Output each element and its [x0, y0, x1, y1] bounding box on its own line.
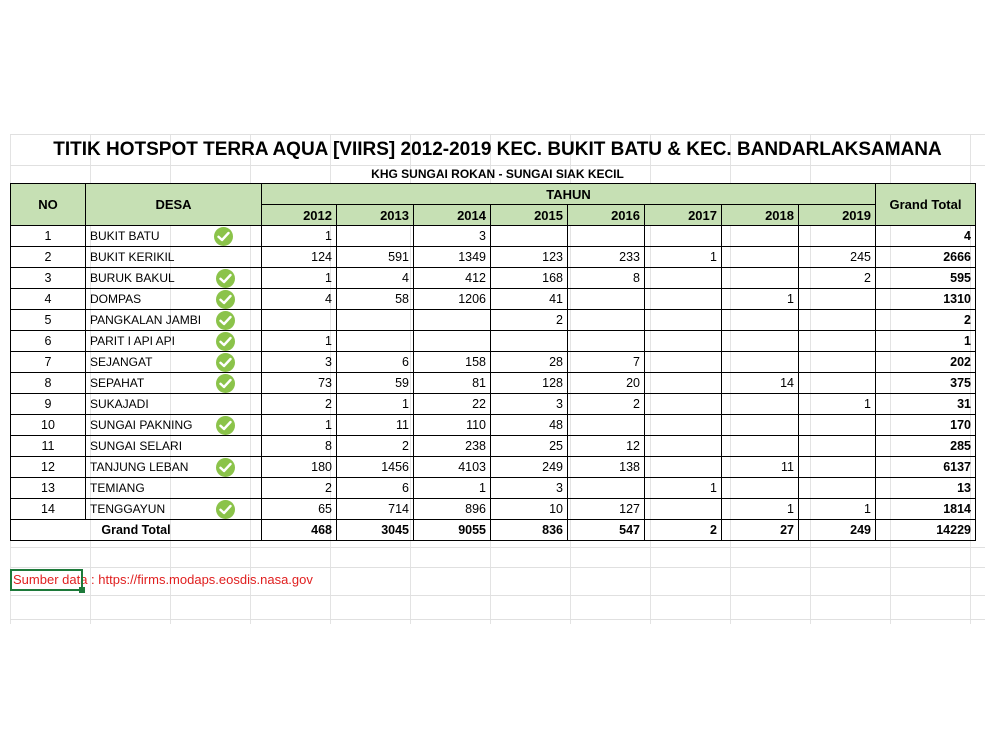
cell-year-2018[interactable]: [722, 247, 799, 268]
cell-year-2015[interactable]: 25: [491, 436, 568, 457]
cell-grand-total[interactable]: 202: [876, 352, 976, 373]
cell-year-2015[interactable]: 128: [491, 373, 568, 394]
cell-year-2014[interactable]: 81: [414, 373, 491, 394]
cell-desa[interactable]: [86, 436, 262, 457]
table-row: [11, 289, 976, 310]
table-row: [11, 373, 976, 394]
cell-no[interactable]: 11: [11, 436, 86, 457]
cell-desa[interactable]: [86, 268, 262, 289]
grand-total-row: [11, 520, 976, 541]
cell-year-2016[interactable]: [568, 331, 645, 352]
cell-year-2017[interactable]: [645, 457, 722, 478]
cell-year-2013[interactable]: 2: [337, 436, 414, 457]
cell-year-2012[interactable]: 2: [262, 394, 337, 415]
cell-no[interactable]: 4: [11, 289, 86, 310]
cell-year-2012[interactable]: 180: [262, 457, 337, 478]
cell-year-2012[interactable]: 1: [262, 415, 337, 436]
cell-year-2015[interactable]: 249: [491, 457, 568, 478]
cell-year-2015[interactable]: 10: [491, 499, 568, 520]
header-grand-total[interactable]: Grand Total: [876, 184, 976, 226]
table-row: [11, 268, 976, 289]
cell-desa[interactable]: [86, 415, 262, 436]
cell-year-2014[interactable]: 110: [414, 415, 491, 436]
cell-year-2015[interactable]: 123: [491, 247, 568, 268]
cell-year-2018[interactable]: [722, 394, 799, 415]
table-row: [11, 247, 976, 268]
cell-grand-total[interactable]: 31: [876, 394, 976, 415]
cell-year-2014[interactable]: 4103: [414, 457, 491, 478]
cell-desa[interactable]: [86, 478, 262, 499]
cell-desa[interactable]: [86, 247, 262, 268]
cell-year-2019[interactable]: [799, 226, 876, 247]
cell-year-2014[interactable]: 1: [414, 478, 491, 499]
cell-year-2019[interactable]: [799, 457, 876, 478]
cell-no[interactable]: 6: [11, 331, 86, 352]
cell-year-2012[interactable]: 1: [262, 226, 337, 247]
cell-year-2018[interactable]: 1: [722, 289, 799, 310]
cell-grand-total[interactable]: 4: [876, 226, 976, 247]
cell-year-2013[interactable]: 1456: [337, 457, 414, 478]
desa-label: TEMIANG: [90, 481, 145, 495]
header-no[interactable]: NO: [11, 184, 86, 226]
source-text[interactable]: Sumber data : https://firms.modaps.eosdis.nasa.gov: [13, 572, 313, 587]
cell-desa[interactable]: [86, 352, 262, 373]
header-year-2013[interactable]: 2013: [337, 205, 414, 226]
cell-year-2012[interactable]: 1: [262, 268, 337, 289]
cell-grand-total[interactable]: 285: [876, 436, 976, 457]
cell-desa[interactable]: [86, 373, 262, 394]
cell-year-2014[interactable]: 158: [414, 352, 491, 373]
hotspot-table: [10, 183, 976, 541]
cell-year-2018[interactable]: [722, 331, 799, 352]
cell-year-2014[interactable]: 1349: [414, 247, 491, 268]
cell-year-2019[interactable]: [799, 436, 876, 457]
total-year-2019[interactable]: 249: [799, 520, 876, 541]
check-icon: [214, 227, 233, 246]
sheet-title[interactable]: TITIK HOTSPOT TERRA AQUA [VIIRS] 2012-2019 KEC. BUKIT BATU & KEC. BANDARLAKSAMANA: [53, 139, 942, 160]
cell-year-2015[interactable]: 2: [491, 310, 568, 331]
cell-year-2019[interactable]: 2: [799, 268, 876, 289]
cell-grand-total[interactable]: 1814: [876, 499, 976, 520]
desa-label: SUKAJADI: [90, 397, 149, 411]
desa-label: TANJUNG LEBAN: [90, 460, 189, 474]
cell-year-2015[interactable]: 3: [491, 478, 568, 499]
desa-label: SEJANGAT: [90, 355, 153, 369]
cell-year-2015[interactable]: 41: [491, 289, 568, 310]
cell-grand-total[interactable]: 2666: [876, 247, 976, 268]
cell-no[interactable]: 12: [11, 457, 86, 478]
cell-year-2017[interactable]: [645, 352, 722, 373]
cell-year-2017[interactable]: 1: [645, 478, 722, 499]
cell-desa[interactable]: [86, 331, 262, 352]
cell-year-2016[interactable]: 20: [568, 373, 645, 394]
table-row: [11, 499, 976, 520]
cell-desa[interactable]: [86, 226, 262, 247]
cell-desa[interactable]: [86, 310, 262, 331]
header-year-2015[interactable]: 2015: [491, 205, 568, 226]
cell-year-2012[interactable]: 124: [262, 247, 337, 268]
cell-year-2017[interactable]: [645, 499, 722, 520]
cell-year-2017[interactable]: [645, 331, 722, 352]
cell-year-2018[interactable]: [722, 226, 799, 247]
cell-year-2016[interactable]: 7: [568, 352, 645, 373]
cell-year-2018[interactable]: [722, 268, 799, 289]
check-icon: [216, 332, 235, 351]
cell-year-2013[interactable]: 6: [337, 352, 414, 373]
cell-year-2012[interactable]: [262, 310, 337, 331]
cell-no[interactable]: 13: [11, 478, 86, 499]
cell-year-2014[interactable]: 412: [414, 268, 491, 289]
cell-grand-total[interactable]: 1: [876, 331, 976, 352]
check-icon: [216, 500, 235, 519]
grand-total-label[interactable]: Grand Total: [11, 520, 262, 541]
cell-year-2019[interactable]: [799, 373, 876, 394]
desa-label: BURUK BAKUL: [90, 271, 175, 285]
cell-year-2014[interactable]: [414, 331, 491, 352]
cell-grand-total[interactable]: 170: [876, 415, 976, 436]
cell-year-2013[interactable]: 58: [337, 289, 414, 310]
cell-year-2013[interactable]: [337, 310, 414, 331]
cell-year-2019[interactable]: [799, 415, 876, 436]
cell-year-2012[interactable]: 65: [262, 499, 337, 520]
header-year-2016[interactable]: 2016: [568, 205, 645, 226]
desa-label: PANGKALAN JAMBI: [90, 313, 202, 327]
table-body: [11, 226, 976, 541]
table-row: [11, 226, 976, 247]
sheet-subtitle[interactable]: KHG SUNGAI ROKAN - SUNGAI SIAK KECIL: [371, 167, 624, 181]
cell-year-2012[interactable]: 3: [262, 352, 337, 373]
header-year-2018[interactable]: 2018: [722, 205, 799, 226]
cell-year-2018[interactable]: [722, 436, 799, 457]
cell-year-2014[interactable]: 1206: [414, 289, 491, 310]
cell-year-2015[interactable]: 3: [491, 394, 568, 415]
cell-year-2012[interactable]: 8: [262, 436, 337, 457]
cell-year-2017[interactable]: [645, 268, 722, 289]
cell-year-2019[interactable]: [799, 478, 876, 499]
cell-desa[interactable]: [86, 289, 262, 310]
check-icon: [216, 290, 235, 309]
cell-year-2012[interactable]: 4: [262, 289, 337, 310]
cell-grand-total[interactable]: 595: [876, 268, 976, 289]
cell-year-2015[interactable]: [491, 331, 568, 352]
cell-year-2014[interactable]: 22: [414, 394, 491, 415]
cell-year-2014[interactable]: 3: [414, 226, 491, 247]
cell-no[interactable]: 9: [11, 394, 86, 415]
desa-label: BUKIT BATU: [90, 229, 160, 243]
cell-year-2014[interactable]: 896: [414, 499, 491, 520]
cell-year-2019[interactable]: 1: [799, 394, 876, 415]
cell-grand-total[interactable]: 375: [876, 373, 976, 394]
fill-handle[interactable]: [79, 587, 85, 593]
cell-year-2013[interactable]: 714: [337, 499, 414, 520]
cell-desa[interactable]: [86, 457, 262, 478]
cell-year-2016[interactable]: [568, 415, 645, 436]
cell-year-2017[interactable]: [645, 310, 722, 331]
total-year-2014[interactable]: 9055: [414, 520, 491, 541]
cell-year-2013[interactable]: [337, 331, 414, 352]
cell-year-2019[interactable]: [799, 289, 876, 310]
desa-label: BUKIT KERIKIL: [90, 250, 175, 264]
cell-year-2017[interactable]: [645, 394, 722, 415]
cell-no[interactable]: 10: [11, 415, 86, 436]
total-year-2018[interactable]: 27: [722, 520, 799, 541]
header-year-2019[interactable]: 2019: [799, 205, 876, 226]
check-icon: [216, 458, 235, 477]
cell-grand-total[interactable]: 6137: [876, 457, 976, 478]
cell-year-2019[interactable]: [799, 331, 876, 352]
cell-year-2017[interactable]: [645, 289, 722, 310]
cell-year-2013[interactable]: 59: [337, 373, 414, 394]
desa-label: TENGGAYUN: [90, 502, 166, 516]
cell-year-2013[interactable]: 591: [337, 247, 414, 268]
check-icon: [216, 269, 235, 288]
cell-year-2016[interactable]: 12: [568, 436, 645, 457]
desa-label: DOMPAS: [90, 292, 142, 306]
cell-no[interactable]: 8: [11, 373, 86, 394]
cell-year-2012[interactable]: 1: [262, 331, 337, 352]
cell-desa[interactable]: [86, 499, 262, 520]
cell-grand-total[interactable]: 2: [876, 310, 976, 331]
table-row: [11, 457, 976, 478]
header-year-2014[interactable]: 2014: [414, 205, 491, 226]
spreadsheet: [10, 134, 985, 624]
cell-year-2018[interactable]: 1: [722, 499, 799, 520]
cell-year-2018[interactable]: [722, 352, 799, 373]
cell-year-2015[interactable]: 168: [491, 268, 568, 289]
cell-year-2013[interactable]: 6: [337, 478, 414, 499]
cell-year-2012[interactable]: 2: [262, 478, 337, 499]
cell-year-2016[interactable]: [568, 226, 645, 247]
cell-year-2019[interactable]: [799, 352, 876, 373]
check-icon: [216, 416, 235, 435]
cell-year-2017[interactable]: [645, 226, 722, 247]
cell-year-2019[interactable]: 245: [799, 247, 876, 268]
desa-label: SUNGAI PAKNING: [90, 418, 193, 432]
cell-year-2017[interactable]: [645, 436, 722, 457]
header-year-2017[interactable]: 2017: [645, 205, 722, 226]
cell-year-2016[interactable]: [568, 310, 645, 331]
table-row: [11, 310, 976, 331]
header-desa[interactable]: DESA: [86, 184, 262, 226]
cell-year-2016[interactable]: 138: [568, 457, 645, 478]
source-row: [10, 567, 610, 593]
header-year-2012[interactable]: 2012: [262, 205, 337, 226]
table-row: [11, 394, 976, 415]
cell-year-2017[interactable]: [645, 415, 722, 436]
cell-year-2018[interactable]: [722, 478, 799, 499]
cell-year-2014[interactable]: [414, 310, 491, 331]
cell-no[interactable]: 5: [11, 310, 86, 331]
cell-year-2015[interactable]: [491, 226, 568, 247]
table-row: [11, 415, 976, 436]
table-row: [11, 352, 976, 373]
cell-year-2016[interactable]: [568, 478, 645, 499]
cell-year-2016[interactable]: 8: [568, 268, 645, 289]
desa-label: SEPAHAT: [90, 376, 145, 390]
cell-year-2012[interactable]: 73: [262, 373, 337, 394]
cell-year-2018[interactable]: 11: [722, 457, 799, 478]
cell-grand-total[interactable]: 1310: [876, 289, 976, 310]
header-row-1: [11, 184, 976, 205]
cell-year-2015[interactable]: 48: [491, 415, 568, 436]
cell-year-2013[interactable]: 4: [337, 268, 414, 289]
desa-label: SUNGAI SELARI: [90, 439, 183, 453]
total-year-2016[interactable]: 547: [568, 520, 645, 541]
cell-year-2018[interactable]: 14: [722, 373, 799, 394]
cell-year-2018[interactable]: [722, 310, 799, 331]
header-tahun[interactable]: TAHUN: [262, 184, 876, 205]
cell-grand-total[interactable]: 13: [876, 478, 976, 499]
cell-year-2013[interactable]: 1: [337, 394, 414, 415]
table-row: [11, 478, 976, 499]
cell-desa[interactable]: [86, 394, 262, 415]
cell-year-2013[interactable]: 11: [337, 415, 414, 436]
cell-year-2016[interactable]: [568, 289, 645, 310]
check-icon: [216, 353, 235, 372]
table-row: [11, 331, 976, 352]
cell-year-2019[interactable]: [799, 310, 876, 331]
check-icon: [216, 311, 235, 330]
total-year-2013[interactable]: 3045: [337, 520, 414, 541]
cell-year-2015[interactable]: 28: [491, 352, 568, 373]
cell-year-2013[interactable]: [337, 226, 414, 247]
cell-year-2014[interactable]: 238: [414, 436, 491, 457]
cell-year-2017[interactable]: 1: [645, 247, 722, 268]
cell-year-2016[interactable]: 2: [568, 394, 645, 415]
cell-year-2019[interactable]: 1: [799, 499, 876, 520]
cell-year-2017[interactable]: [645, 373, 722, 394]
total-year-2017[interactable]: 2: [645, 520, 722, 541]
total-year-2015[interactable]: 836: [491, 520, 568, 541]
total-grand-total[interactable]: 14229: [876, 520, 976, 541]
cell-year-2016[interactable]: 127: [568, 499, 645, 520]
total-year-2012[interactable]: 468: [262, 520, 337, 541]
cell-year-2018[interactable]: [722, 415, 799, 436]
cell-no[interactable]: 7: [11, 352, 86, 373]
desa-label: PARIT I API API: [90, 334, 175, 348]
cell-no[interactable]: 3: [11, 268, 86, 289]
cell-no[interactable]: 2: [11, 247, 86, 268]
cell-no[interactable]: 1: [11, 226, 86, 247]
table-row: [11, 436, 976, 457]
check-icon: [216, 374, 235, 393]
cell-no[interactable]: 14: [11, 499, 86, 520]
cell-year-2016[interactable]: 233: [568, 247, 645, 268]
active-cell-selection[interactable]: [10, 569, 83, 591]
